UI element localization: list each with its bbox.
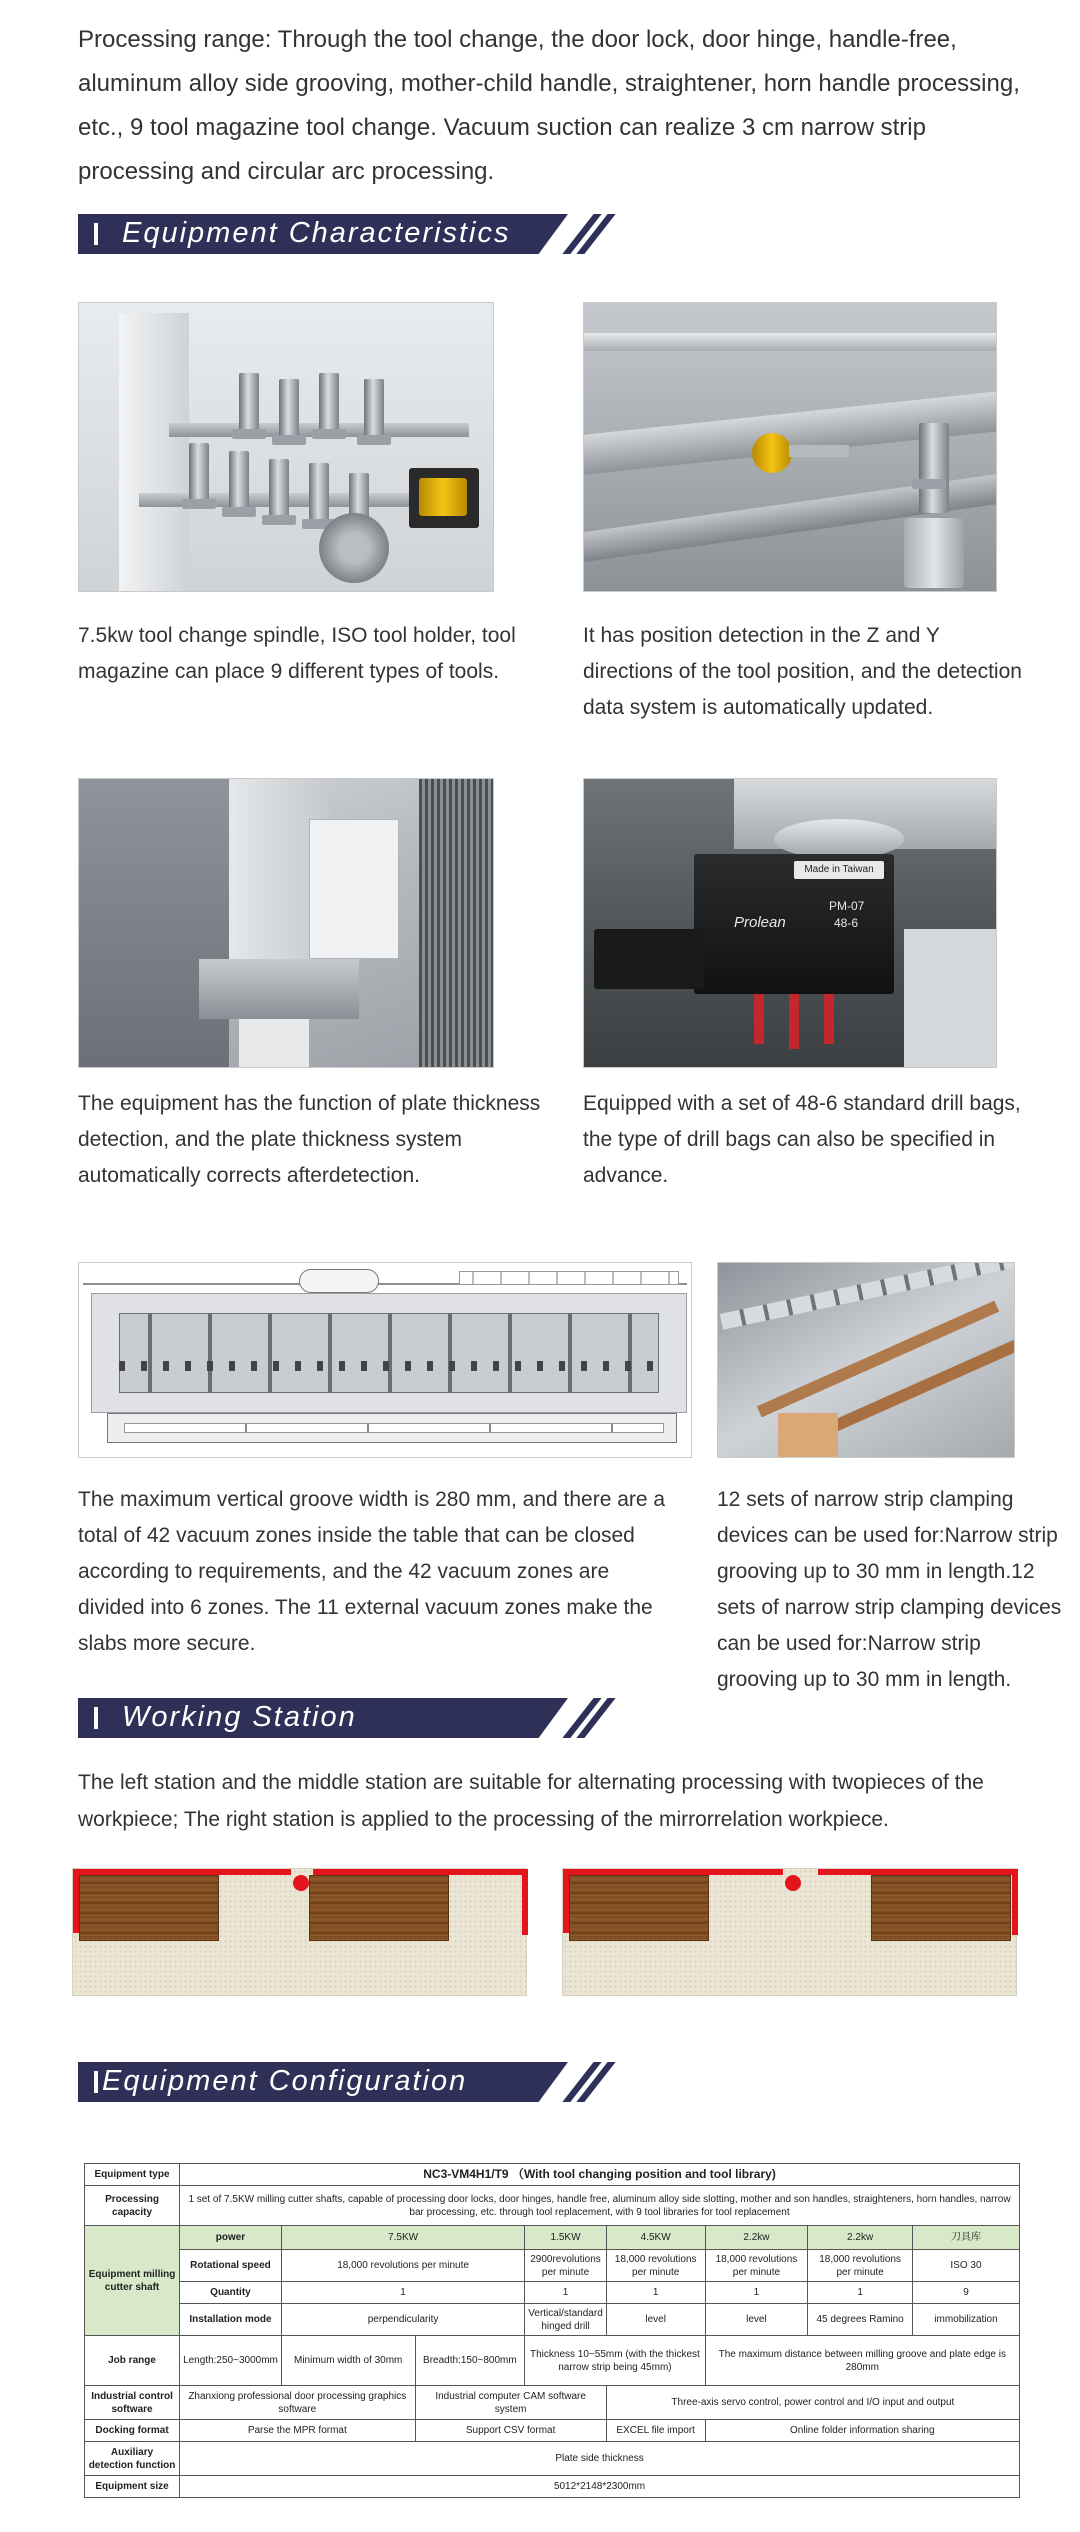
- section-title: Equipment Characteristics: [122, 217, 511, 249]
- working-station-text: The left station and the middle station are suitable for alternating processing with twopieces of the workpiece; The right station is applied to the processing of the mirrorrelation workpiece.: [78, 1771, 984, 1831]
- label-install-mode: Installation mode: [180, 2304, 282, 2336]
- cell-speed: 18,000 revolutions per minute: [606, 2250, 705, 2282]
- cell-install: immobilization: [912, 2304, 1019, 2336]
- feature-caption: The maximum vertical groove width is 280 mm, and there are a total of 42 vacuum zones inside the table that can be closed according to requirements, and the 42 vacuum zones are divided into 6 zones. The 11 external vacuum zones make the slabs more secure.: [78, 1488, 666, 1655]
- cell-speed: 18,000 revolutions per minute: [705, 2250, 808, 2282]
- cell-job-range: Minimum width of 30mm: [281, 2336, 415, 2386]
- cell-power: 2.2kw: [705, 2226, 808, 2250]
- cell-power: 刀具库: [912, 2226, 1019, 2250]
- cell-speed: 18,000 revolutions per minute: [808, 2250, 913, 2282]
- label-job-range: Job range: [85, 2336, 180, 2386]
- station-diagram-right: [562, 1868, 1017, 1996]
- position-detection-photo: [583, 302, 997, 592]
- value-auxiliary-detection: Plate side thickness: [180, 2442, 1020, 2476]
- label-docking-format: Docking format: [85, 2420, 180, 2442]
- cell-quantity: 1: [525, 2282, 607, 2304]
- cell-docking: Online folder information sharing: [705, 2420, 1019, 2442]
- section-title: Working Station: [122, 1701, 357, 1733]
- cell-install: level: [705, 2304, 808, 2336]
- label-equipment-type: Equipment type: [85, 2164, 180, 2186]
- label-quantity: Quantity: [180, 2282, 282, 2304]
- drill-bag-photo: [583, 778, 997, 1068]
- feature-caption: The equipment has the function of plate thickness detection, and the plate thickness system automatically corrects afterdetection.: [78, 1092, 541, 1187]
- cell-power: 7.5KW: [281, 2226, 524, 2250]
- cell-install: Vertical/standard hinged drill: [525, 2304, 607, 2336]
- label-power: power: [180, 2226, 282, 2250]
- cell-install: perpendicularity: [281, 2304, 524, 2336]
- station-diagram-left: [72, 1868, 527, 1996]
- cell-install: 45 degrees Ramino: [808, 2304, 913, 2336]
- cell-docking: Support CSV format: [415, 2420, 606, 2442]
- drill-spec-label: 48-6: [834, 916, 859, 930]
- intro-text: Processing range: Through the tool change, the door lock, door hinge, handle-free, aluminum alloy side grooving, mother-child handle, straightener, horn handle processing, etc., 9 tool magazine tool change. Vacuum suction can realize 3 cm narrow strip processing and circular arc processing.: [78, 26, 1020, 185]
- cell-power: 4.5KW: [606, 2226, 705, 2250]
- cell-power: 2.2kw: [808, 2226, 913, 2250]
- section-banner-working-station: [78, 1698, 598, 1738]
- cell-control: Three-axis servo control, power control and I/O input and output: [606, 2386, 1019, 2420]
- cell-quantity: 1: [705, 2282, 808, 2304]
- cell-quantity: 1: [808, 2282, 913, 2304]
- label-processing-capacity: Processing capacity: [85, 2186, 180, 2226]
- feature-caption: Equipped with a set of 48-6 standard drill bags, the type of drill bags can also be specified in advance.: [583, 1092, 1021, 1187]
- cell-power: 1.5KW: [525, 2226, 607, 2250]
- cell-quantity: 9: [912, 2282, 1019, 2304]
- section-banner-characteristics: [78, 214, 598, 254]
- cell-job-range: The maximum distance between milling groove and plate edge is 280mm: [705, 2336, 1019, 2386]
- made-in-label: Made in Taiwan: [794, 861, 884, 879]
- section-title: Equipment Configuration: [102, 2065, 468, 2097]
- drill-brand-label: Prolean: [734, 914, 786, 931]
- equipment-config-table: [84, 2163, 1020, 2498]
- thickness-detection-photo: [78, 778, 494, 1068]
- cell-job-range: Thickness 10~55mm (with the thickest narrow strip being 45mm): [525, 2336, 705, 2386]
- feature-caption: 7.5kw tool change spindle, ISO tool holder, tool magazine can place 9 different types of tools.: [78, 624, 516, 683]
- label-control-software: Industrial control software: [85, 2386, 180, 2420]
- cell-job-range: Length:250~3000mm: [180, 2336, 282, 2386]
- cell-install: level: [606, 2304, 705, 2336]
- label-auxiliary-detection: Auxiliary detection function: [85, 2442, 180, 2476]
- cell-docking: Parse the MPR format: [180, 2420, 415, 2442]
- cell-speed: ISO 30: [912, 2250, 1019, 2282]
- drill-model-label: PM-07: [829, 899, 865, 913]
- cell-quantity: 1: [606, 2282, 705, 2304]
- cell-speed: 2900revolutions per minute: [525, 2250, 607, 2282]
- vacuum-table-drawing: [78, 1262, 692, 1458]
- tool-magazine-photo: [78, 302, 494, 592]
- section-banner-configuration: [78, 2062, 598, 2102]
- value-processing-capacity: 1 set of 7.5KW milling cutter shafts, capable of processing door locks, door hinges, handle free, aluminum alloy side slotting, mother and son handles, straighteners, horn handles, narrow bar processing, etc. through tool replacement, with 9 tool libraries for tool replacement: [180, 2186, 1020, 2226]
- narrow-strip-clamp-photo: [717, 1262, 1015, 1458]
- label-equipment-size: Equipment size: [85, 2476, 180, 2498]
- value-equipment-type: NC3-VM4H1/T9 （With tool changing position and tool library): [180, 2164, 1020, 2186]
- value-equipment-size: 5012*2148*2300mm: [180, 2476, 1020, 2498]
- cell-speed: 18,000 revolutions per minute: [281, 2250, 524, 2282]
- cell-job-range: Breadth:150~800mm: [415, 2336, 525, 2386]
- label-milling-shaft: Equipment milling cutter shaft: [85, 2226, 180, 2336]
- feature-caption: It has position detection in the Z and Y directions of the tool position, and the detection data system is automatically updated.: [583, 624, 1022, 719]
- cell-control: Industrial computer CAM software system: [415, 2386, 606, 2420]
- label-speed: Rotational speed: [180, 2250, 282, 2282]
- cell-control: Zhanxiong professional door processing graphics software: [180, 2386, 415, 2420]
- cell-docking: EXCEL file import: [606, 2420, 705, 2442]
- cell-quantity: 1: [281, 2282, 524, 2304]
- feature-caption: 12 sets of narrow strip clamping devices can be used for:Narrow strip grooving up to 30 mm in length.12 sets of narrow strip clamping devices can be used for:Narrow strip grooving up to 30 mm in length.: [717, 1488, 1062, 1691]
